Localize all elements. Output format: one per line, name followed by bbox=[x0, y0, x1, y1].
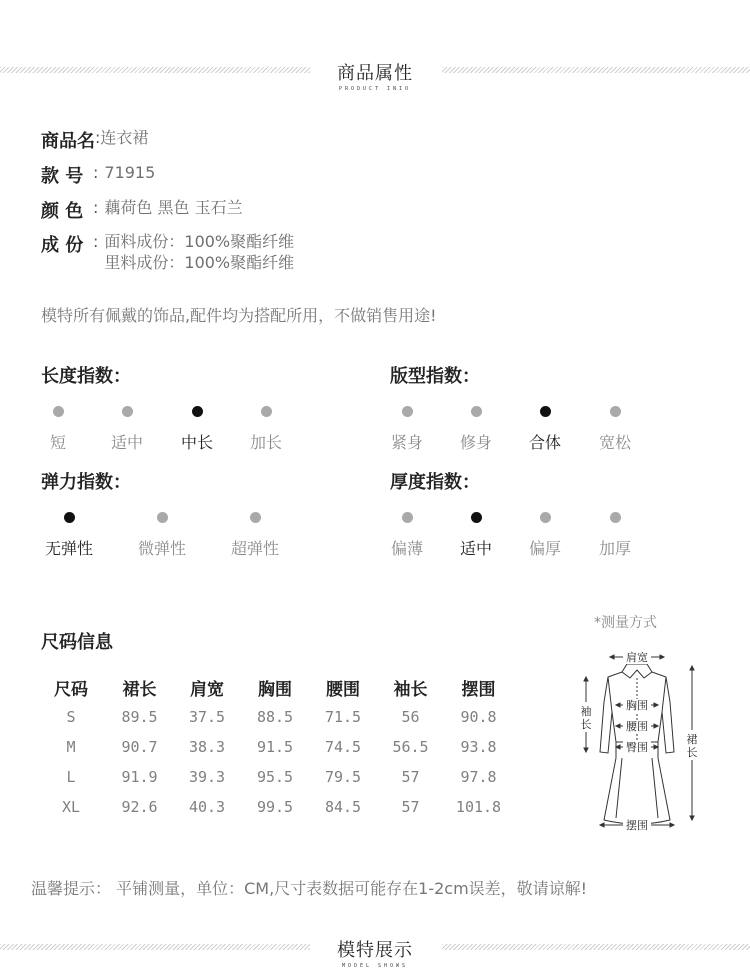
header-hem: 摆围 bbox=[461, 679, 496, 700]
cell: 89.5 bbox=[121, 708, 158, 726]
option-dot bbox=[261, 406, 272, 417]
cell: 39.3 bbox=[188, 768, 226, 786]
attr-colon: : bbox=[95, 128, 101, 147]
option-label: 加厚 bbox=[598, 539, 631, 558]
attr-value: 71915 bbox=[104, 163, 156, 182]
table-row bbox=[36, 762, 513, 792]
thickness-option bbox=[377, 512, 437, 559]
fit-option bbox=[446, 406, 506, 453]
table-row bbox=[36, 732, 513, 762]
attr-row-style-no bbox=[41, 162, 155, 188]
cell: 91.5 bbox=[256, 738, 294, 756]
right-sleeve-shape bbox=[652, 672, 674, 753]
cell: 99.5 bbox=[256, 798, 294, 816]
cell: 90.7 bbox=[121, 738, 158, 756]
option-dot bbox=[471, 406, 482, 417]
cell: 84.5 bbox=[324, 798, 362, 816]
option-label: 中长 bbox=[180, 433, 213, 452]
cell: 90.8 bbox=[460, 708, 497, 726]
option-dot bbox=[540, 512, 551, 523]
cell: 57 bbox=[401, 798, 420, 816]
option-label: 适中 bbox=[459, 539, 492, 558]
option-dot bbox=[157, 512, 168, 523]
cell: 40.3 bbox=[188, 798, 226, 816]
size-table bbox=[36, 672, 513, 822]
cell: 95.5 bbox=[256, 768, 294, 786]
elasticity-option bbox=[225, 512, 285, 559]
option-label: 合体 bbox=[528, 433, 561, 452]
attr-label: 成 份 bbox=[41, 235, 84, 256]
header-shoulder: 肩宽 bbox=[190, 679, 224, 700]
length-option bbox=[28, 406, 88, 453]
section-subtitle: PRODUCT INIO bbox=[338, 86, 412, 92]
option-dot bbox=[402, 512, 413, 523]
option-dot-selected bbox=[64, 512, 75, 523]
option-dot bbox=[610, 406, 621, 417]
footer-title: 模特展示 bbox=[337, 940, 413, 961]
chest-label: 胸围 bbox=[626, 699, 648, 712]
length-label-1: 裙 bbox=[686, 733, 698, 746]
attr-label: 颜 色 bbox=[41, 201, 84, 222]
elasticity-index-title: 弹力指数： bbox=[41, 472, 131, 493]
option-label: 偏薄 bbox=[390, 539, 423, 558]
cell: 91.9 bbox=[121, 768, 158, 786]
option-label: 加长 bbox=[249, 433, 282, 452]
dress-measurement-diagram bbox=[572, 642, 702, 838]
accessory-notice: 模特所有佩戴的饰品,配件均为搭配所用，不做销售用途! bbox=[41, 306, 437, 325]
cell: XL bbox=[61, 798, 81, 816]
header-sleeve: 袖长 bbox=[393, 679, 428, 700]
attr-colon: : bbox=[93, 163, 99, 182]
option-label: 适中 bbox=[110, 433, 143, 452]
length-option-selected bbox=[167, 406, 227, 453]
material-lining: 里料成份：100%聚酯纤维 bbox=[104, 253, 295, 272]
attr-value bbox=[104, 231, 294, 273]
length-index-title: 长度指数： bbox=[41, 366, 131, 387]
size-info-title: 尺码信息 bbox=[41, 632, 113, 653]
measure-title: *测量方式 bbox=[594, 615, 657, 631]
cell: M bbox=[66, 738, 76, 756]
attr-colon: : bbox=[93, 198, 99, 217]
option-label: 超弹性 bbox=[230, 539, 279, 558]
option-label: 偏厚 bbox=[528, 539, 561, 558]
elasticity-option bbox=[132, 512, 192, 559]
material-shell: 面料成份：100%聚酯纤维 bbox=[104, 232, 295, 251]
cell: 38.3 bbox=[188, 738, 226, 756]
option-dot-selected bbox=[471, 512, 482, 523]
cell: 79.5 bbox=[324, 768, 362, 786]
header-waist: 腰围 bbox=[326, 679, 360, 700]
attr-row-color bbox=[41, 197, 243, 223]
cell: 57 bbox=[401, 768, 420, 786]
cell: 71.5 bbox=[324, 708, 362, 726]
header-length: 裙长 bbox=[122, 679, 157, 700]
option-label: 紧身 bbox=[390, 433, 423, 452]
cell: 93.8 bbox=[460, 738, 497, 756]
fit-option-selected bbox=[515, 406, 575, 453]
thickness-option bbox=[515, 512, 575, 559]
header-size: 尺码 bbox=[54, 679, 88, 700]
table-row bbox=[36, 792, 513, 822]
cell: 92.6 bbox=[121, 798, 158, 816]
attr-label: 商品名 bbox=[41, 131, 95, 152]
collar-shape bbox=[622, 664, 652, 678]
cell: 37.5 bbox=[188, 708, 226, 726]
attr-row-material bbox=[41, 231, 294, 273]
size-table-header bbox=[36, 672, 513, 702]
attr-row-name bbox=[41, 127, 148, 153]
cell: 88.5 bbox=[256, 708, 294, 726]
hem-label: 摆围 bbox=[626, 819, 648, 832]
table-row bbox=[36, 702, 513, 732]
option-label: 短 bbox=[49, 433, 66, 452]
option-dot bbox=[610, 512, 621, 523]
thickness-index-title: 厚度指数： bbox=[390, 472, 480, 493]
sleeve-label-1: 袖 bbox=[580, 705, 592, 718]
attr-value: 藕荷色 黑色 玉石兰 bbox=[104, 198, 243, 217]
hip-label: 臀围 bbox=[626, 741, 648, 754]
length-option bbox=[236, 406, 296, 453]
header-chest: 胸围 bbox=[258, 679, 292, 700]
option-label: 无弹性 bbox=[44, 539, 93, 558]
option-dot-selected bbox=[192, 406, 203, 417]
option-dot bbox=[250, 512, 261, 523]
option-dot bbox=[53, 406, 64, 417]
option-dot bbox=[122, 406, 133, 417]
attr-colon: : bbox=[93, 232, 99, 251]
section-title: 商品属性 bbox=[337, 63, 413, 84]
cell: 56 bbox=[401, 708, 420, 726]
option-label: 微弹性 bbox=[137, 539, 186, 558]
warm-tip: 温馨提示： 平铺测量，单位：CM,尺寸表数据可能存在1-2cm误差，敬请谅解! bbox=[31, 879, 588, 898]
cell: 97.8 bbox=[460, 768, 497, 786]
fit-index-title: 版型指数： bbox=[390, 366, 480, 387]
attr-label: 款 号 bbox=[41, 166, 84, 187]
length-option bbox=[97, 406, 157, 453]
thickness-option-selected bbox=[446, 512, 506, 559]
waist-label: 腰围 bbox=[626, 720, 648, 733]
cell: 101.8 bbox=[455, 798, 502, 816]
option-label: 宽松 bbox=[598, 433, 631, 452]
shoulder-label: 肩宽 bbox=[626, 651, 648, 664]
attr-value: 连衣裙 bbox=[100, 128, 149, 147]
thickness-option bbox=[585, 512, 645, 559]
cell: L bbox=[66, 768, 76, 786]
cell: 56.5 bbox=[392, 738, 429, 756]
option-dot bbox=[402, 406, 413, 417]
option-label: 修身 bbox=[459, 433, 492, 452]
cell: S bbox=[66, 708, 76, 726]
left-sleeve-shape bbox=[600, 672, 622, 753]
footer-subtitle: MODEL SHOWS bbox=[341, 963, 409, 969]
sleeve-label-2: 长 bbox=[580, 718, 592, 731]
fit-option bbox=[585, 406, 645, 453]
cell: 74.5 bbox=[324, 738, 362, 756]
elasticity-option-selected bbox=[39, 512, 99, 559]
fit-option bbox=[377, 406, 437, 453]
length-label-2: 长 bbox=[686, 746, 698, 759]
option-dot-selected bbox=[540, 406, 551, 417]
